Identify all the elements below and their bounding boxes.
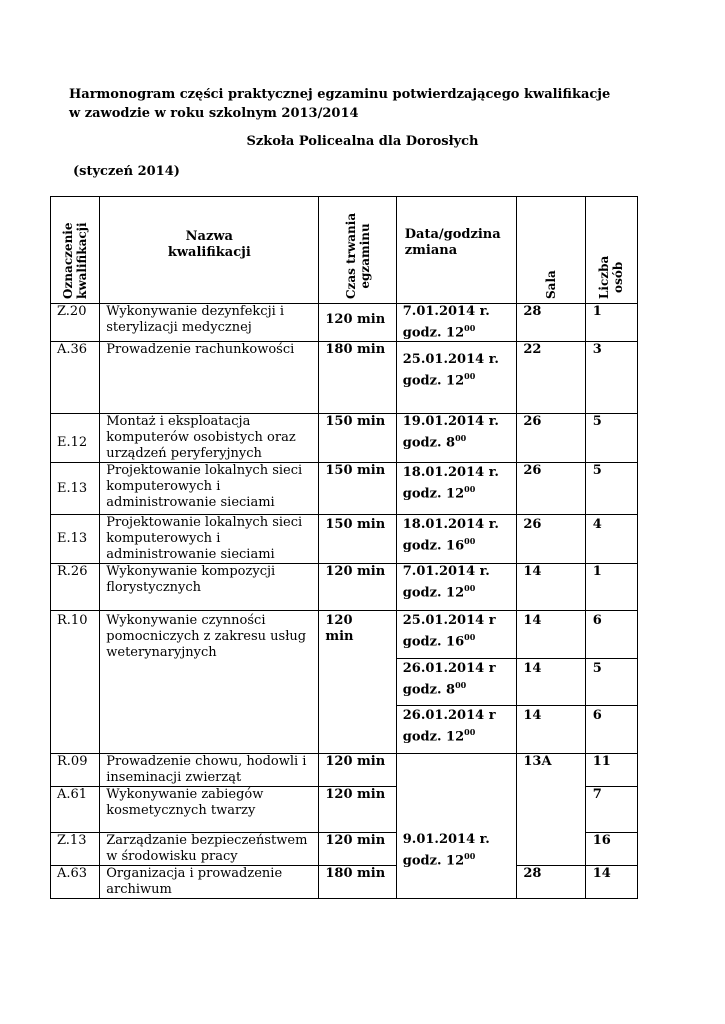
school-name: Szkoła Policealna dla Dorosłych	[246, 134, 479, 149]
row-name: Projektowanie lokalnych sieci komputerowych i administrowanie sieciami	[100, 463, 319, 515]
row-people: 11	[585, 754, 637, 787]
row-date-day: 18.01.2014 r.	[402, 465, 499, 481]
row-code: E.13	[51, 515, 100, 564]
row-date-hour: godz. $16^{00}$	[402, 632, 476, 650]
title-line-2: w zawodzie w roku szkolnym 2013/2014	[69, 106, 359, 121]
row-name: Wykonywanie kompozycji florystycznych	[100, 564, 319, 611]
row-people: 6	[585, 611, 637, 659]
row-name: Wykonywanie czynności pomocniczych z zakresu usług weterynaryjnych	[100, 611, 319, 754]
row-duration: 120 min	[319, 564, 396, 611]
table-row	[51, 866, 638, 899]
row-duration	[319, 611, 396, 754]
row-date-hour: godz. $16^{00}$	[402, 536, 476, 554]
row-date-day: 7.01.2014 r.	[402, 304, 490, 319]
row-name: Organizacja i prowadzenie archiwum	[100, 866, 319, 899]
row-duration-line2: min	[325, 629, 354, 645]
row-code: R.10	[51, 611, 100, 754]
title-line-1: Harmonogram części praktycznej egzaminu potwierdzającego kwalifikacje	[69, 87, 611, 102]
row-people: 3	[585, 342, 637, 414]
row-date-hour: godz. $12^{00}$	[402, 323, 476, 341]
row-date-hour: godz. $12^{00}$	[402, 371, 476, 389]
row-duration-line1: 120	[325, 613, 353, 629]
row-name: Zarządzanie bezpieczeństwem w środowisku pracy	[100, 833, 319, 866]
row-room: 14	[517, 706, 585, 754]
row-people: 7	[585, 787, 637, 833]
row-code: E.13	[51, 463, 100, 515]
header-date-line2: zmiana	[404, 243, 458, 258]
row-name: Prowadzenie chowu, hodowli i inseminacji zwierząt	[100, 754, 319, 787]
row-duration: 180 min	[319, 342, 396, 414]
header-name	[100, 197, 319, 304]
header-room-label: Sala	[544, 270, 559, 299]
row-people: 5	[585, 659, 637, 706]
row-room: 22	[517, 342, 585, 414]
row-date	[396, 659, 517, 706]
row-date-day: 9.01.2014 r.	[402, 832, 490, 848]
row-room: 28	[517, 304, 585, 342]
row-date	[396, 342, 517, 414]
row-duration: 150 min	[319, 515, 396, 564]
table-row	[51, 754, 638, 787]
header-duration	[319, 197, 396, 304]
document-title	[69, 85, 610, 123]
row-people: 5	[585, 414, 637, 463]
header-duration-line1: Czas trwania	[343, 212, 358, 299]
exam-schedule-table	[50, 196, 638, 899]
header-code-line1: Oznaczenie	[61, 222, 76, 299]
row-date	[396, 564, 517, 611]
header-people-line1: Liczba	[597, 255, 612, 299]
row-date	[396, 414, 517, 463]
row-people: 1	[585, 564, 637, 611]
row-date	[396, 304, 517, 342]
row-code: Z.13	[51, 833, 100, 866]
row-code: Z.20	[51, 304, 100, 342]
row-people: 4	[585, 515, 637, 564]
table-row	[51, 564, 638, 611]
header-code	[51, 197, 100, 304]
row-code: A.61	[51, 787, 100, 833]
row-people: 5	[585, 463, 637, 515]
row-room: 28	[517, 866, 585, 899]
row-duration: 120 min	[319, 787, 396, 833]
row-room: 26	[517, 463, 585, 515]
table-row	[51, 414, 638, 463]
header-people-line2: osób	[611, 261, 626, 293]
row-room: 26	[517, 414, 585, 463]
row-duration: 120 min	[319, 304, 396, 342]
table-row	[51, 463, 638, 515]
row-name: Projektowanie lokalnych sieci komputerowych i administrowanie sieciami	[100, 515, 319, 564]
header-people	[585, 197, 637, 304]
row-date-hour: godz. $12^{00}$	[402, 727, 476, 745]
header-name-line1: Nazwa	[185, 229, 233, 244]
header-date	[396, 197, 517, 304]
row-date-hour: godz. $12^{00}$	[402, 583, 476, 601]
row-duration: 150 min	[319, 463, 396, 515]
row-date-day: 18.01.2014 r.	[402, 517, 499, 533]
row-name: Montaż i eksploatacja komputerów osobistych oraz urządzeń peryferyjnych	[100, 414, 319, 463]
row-date	[396, 611, 517, 659]
header-row	[51, 197, 638, 304]
row-date	[396, 463, 517, 515]
row-room: 26	[517, 515, 585, 564]
row-room: 14	[517, 564, 585, 611]
row-duration: 180 min	[319, 866, 396, 899]
row-date	[396, 515, 517, 564]
row-code: R.26	[51, 564, 100, 611]
row-code: A.63	[51, 866, 100, 899]
header-code-line2: kwalifikacji	[75, 222, 90, 299]
header-duration-line2: egzaminu	[357, 223, 372, 289]
row-code: R.09	[51, 754, 100, 787]
header-room	[517, 197, 585, 304]
table-row	[51, 304, 638, 342]
row-date-day: 25.01.2014 r.	[402, 352, 499, 368]
table-row	[51, 611, 638, 659]
row-people: 6	[585, 706, 637, 754]
table-row	[51, 515, 638, 564]
row-room: 14	[517, 659, 585, 706]
row-room: 14	[517, 611, 585, 659]
row-date-day: 7.01.2014 r.	[402, 564, 490, 580]
row-duration: 120 min	[319, 833, 396, 866]
row-date-hour: godz. $12^{00}$	[402, 851, 476, 869]
row-date-hour: godz. $8^{00}$	[402, 433, 467, 451]
row-duration: 150 min	[319, 414, 396, 463]
row-name: Wykonywanie dezynfekcji i sterylizacji medycznej	[100, 304, 319, 342]
row-date-day: 25.01.2014 r	[402, 613, 496, 629]
header-name-line2: kwalifikacji	[167, 245, 251, 260]
row-people: 1	[585, 304, 637, 342]
row-date-hour: godz. $8^{00}$	[402, 680, 467, 698]
row-room: 13A	[517, 754, 585, 866]
row-date	[396, 706, 517, 754]
row-people: 16	[585, 833, 637, 866]
row-duration: 120 min	[319, 754, 396, 787]
row-code: E.12	[51, 414, 100, 463]
row-date-day: 26.01.2014 r	[402, 708, 496, 724]
table-row	[51, 342, 638, 414]
row-people: 14	[585, 866, 637, 899]
row-date-day: 19.01.2014 r.	[402, 414, 499, 430]
period-label: (styczeń 2014)	[73, 164, 180, 179]
header-date-line1: Data/godzina	[404, 227, 501, 242]
row-date	[396, 754, 517, 899]
row-date-day: 26.01.2014 r	[402, 661, 496, 677]
row-name: Prowadzenie rachunkowości	[100, 342, 319, 414]
row-code: A.36	[51, 342, 100, 414]
row-date-hour: godz. $12^{00}$	[402, 484, 476, 502]
row-name: Wykonywanie zabiegów kosmetycznych twarzy	[100, 787, 319, 833]
